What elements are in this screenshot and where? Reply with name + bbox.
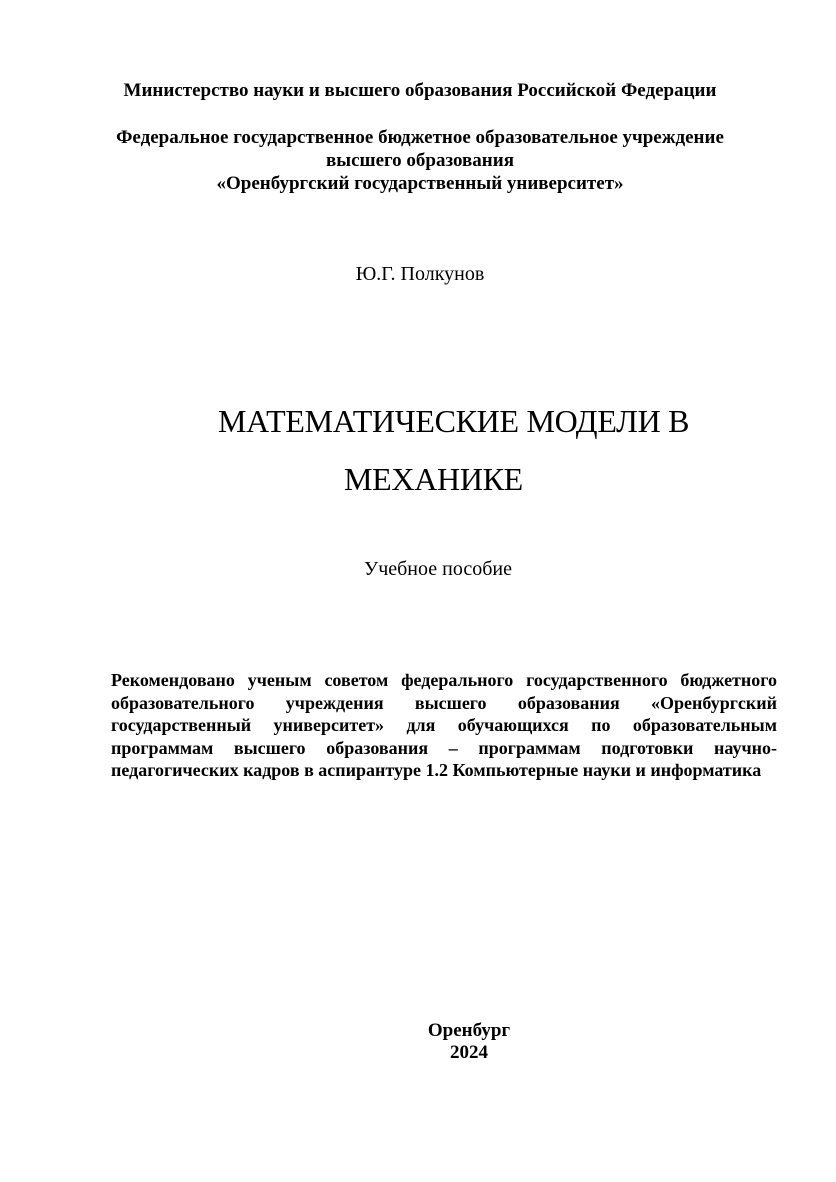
recommendation-line: педагогических кадров в аспирантуре 1.2 Компьютерные науки и информатика xyxy=(111,760,762,781)
institution-line-2: высшего образования xyxy=(326,150,514,171)
recommendation-line: образовательного учреждения высшего образования «Оренбургский xyxy=(111,692,777,713)
recommendation-text xyxy=(111,669,777,782)
title-line-2: МЕХАНИКЕ xyxy=(344,461,523,497)
recommendation-line: Рекомендовано ученым советом федерального государственного бюджетного xyxy=(111,670,777,690)
subtitle: Учебное пособие xyxy=(364,558,512,580)
author-name: Ю.Г. Полкунов xyxy=(355,263,485,285)
institution-line-1: Федеральное государственное бюджетное образовательное учреждение xyxy=(116,127,724,148)
institution-line-3: «Оренбургский государственный университет» xyxy=(216,173,624,194)
year: 2024 xyxy=(450,1042,488,1063)
city: Оренбург xyxy=(427,1020,511,1041)
ministry-name: Министерство науки и высшего образования Российской Федерации xyxy=(123,80,717,101)
recommendation-line: программам высшего образования – программам подготовки научно- xyxy=(111,737,777,758)
title-line-1: МАТЕМАТИЧЕСКИЕ МОДЕЛИ В xyxy=(218,403,690,439)
recommendation-line: государственный университет» для обучающихся по образовательным xyxy=(111,715,777,736)
